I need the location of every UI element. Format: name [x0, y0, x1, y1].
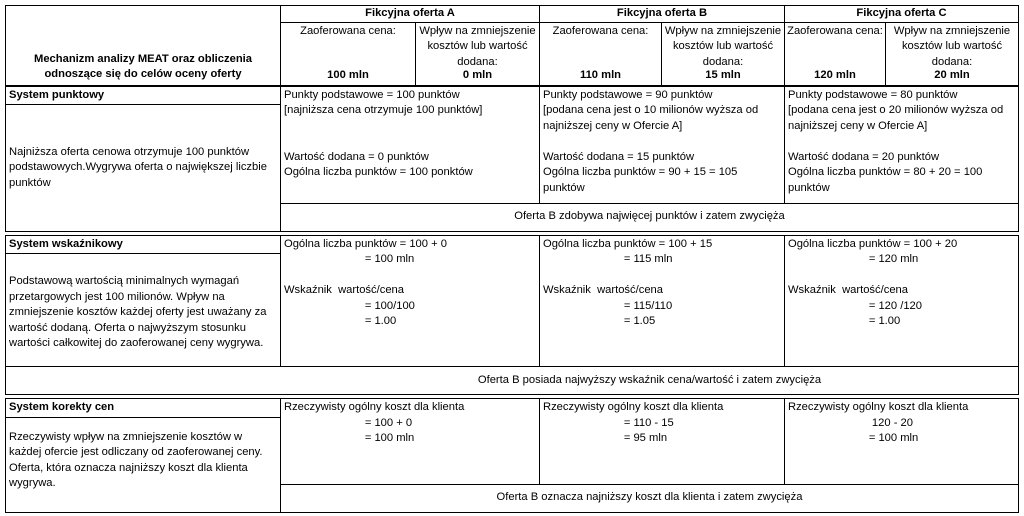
price-value: 100 mln	[327, 69, 369, 81]
price-value: 120 mln	[814, 69, 856, 81]
meat-table-container	[5, 5, 1019, 513]
effect-value: 15 mln	[705, 69, 741, 81]
system-title: System punktowy	[6, 86, 281, 105]
offer-b-header: Fikcyjna oferta B	[540, 6, 785, 23]
offer-a-cell: Rzeczywisty ogólny koszt dla klienta = 100 + 0 = 100 mln	[281, 399, 540, 485]
offer-a-effect-header	[416, 22, 540, 86]
system-points-title-row	[6, 86, 1019, 105]
system-description: Podstawową wartością minimalnych wymagań przetargowych jest 100 milionów. Wpływ na zmniejszenie kosztów każdej oferty jest uważany za wartość dodaną. Oferta o najwyższym stosunku wartości całkowitej do zaoferowanej ceny wygrywa.	[6, 254, 281, 367]
offer-a-price-header	[281, 22, 416, 86]
offer-b-cell: Rzeczywisty ogólny koszt dla klienta = 110 - 15 = 95 mln	[540, 399, 785, 485]
price-label: Zaoferowana cena:	[300, 24, 396, 37]
effect-value: 20 mln	[934, 69, 970, 81]
header-row-offers	[6, 6, 1019, 23]
meat-comparison-table	[5, 5, 1019, 513]
offer-b-cell: Punkty podstawowe = 90 punktów [podana cena jest o 10 milionów wyższa od najniższej ceny w Ofercie A] Wartość dodana = 15 punktów Ogólna liczba punktów = 90 + 15 = 105 punktów	[540, 86, 785, 204]
effect-label: Wpływ na zmniejszenie kosztów lub wartość dodana:	[419, 24, 536, 68]
offer-c-price-header	[785, 22, 886, 86]
offer-b-price-header	[540, 22, 662, 86]
system-description: Najniższa oferta cenowa otrzymuje 100 punktów podstawowych.Wygrywa oferta o największej liczbie punktów	[6, 105, 281, 232]
offer-c-effect-header	[886, 22, 1019, 86]
effect-value: 0 mln	[462, 69, 493, 81]
mechanism-header: Mechanizm analizy MEAT oraz obliczenia odnoszące się do celów oceny oferty	[6, 6, 281, 86]
offer-b-cell: Ogólna liczba punktów = 100 + 15 = 115 mln Wskaźnik wartość/cena = 115/110 = 1.05	[540, 235, 785, 367]
offer-b-effect-header	[662, 22, 785, 86]
price-value: 110 mln	[579, 69, 622, 81]
system-description: Rzeczywisty wpływ na zmniejszenie kosztów w każdej ofercie jest odliczany od zaoferowanej ceny. Oferta, która oznacza najniższy koszt dla klienta wygrywa.	[6, 417, 281, 512]
offer-c-cell: Rzeczywisty ogólny koszt dla klienta 120 - 20 = 100 mln	[785, 399, 1019, 485]
offer-a-cell: Ogólna liczba punktów = 100 + 0 = 100 mln Wskaźnik wartość/cena = 100/100 = 1.00	[281, 235, 540, 367]
offer-a-cell: Punkty podstawowe = 100 punktów [najniższa cena otrzymuje 100 punktów] Wartość dodana = 0 punktów Ogólna liczba punktów = 100 ponktów	[281, 86, 540, 204]
system-ratio-title-row	[6, 235, 1019, 254]
system-correction-title-row	[6, 399, 1019, 418]
effect-label: Wpływ na zmniejszenie kosztów lub wartość dodana:	[664, 24, 782, 68]
system-ratio-result-row	[6, 367, 1019, 395]
system-result: Oferta B posiada najwyższy wskaźnik cena/wartość i zatem zwycięża	[6, 367, 1019, 395]
offer-c-header: Fikcyjna oferta C	[785, 6, 1019, 23]
offer-a-header: Fikcyjna oferta A	[281, 6, 540, 23]
effect-label: Wpływ na zmniejszenie kosztów lub wartość dodana:	[893, 24, 1011, 68]
system-title: System wskaźnikowy	[6, 235, 281, 254]
price-label: Zaoferowana cena:	[787, 24, 883, 37]
system-result: Oferta B zdobywa najwięcej punktów i zatem zwycięża	[281, 203, 1019, 231]
system-title: System korekty cen	[6, 399, 281, 418]
offer-c-cell: Ogólna liczba punktów = 100 + 20 = 120 mln Wskaźnik wartość/cena = 120 /120 = 1.00	[785, 235, 1019, 367]
offer-c-cell: Punkty podstawowe = 80 punktów [podana cena jest o 20 milionów wyższa od najniższej ceny w Ofercie A] Wartość dodana = 20 punktów Ogólna liczba punktów = 80 + 20 = 100 punktów	[785, 86, 1019, 204]
system-result: Oferta B oznacza najniższy koszt dla klienta i zatem zwycięża	[281, 484, 1019, 512]
price-label: Zaoferowana cena:	[552, 24, 649, 37]
